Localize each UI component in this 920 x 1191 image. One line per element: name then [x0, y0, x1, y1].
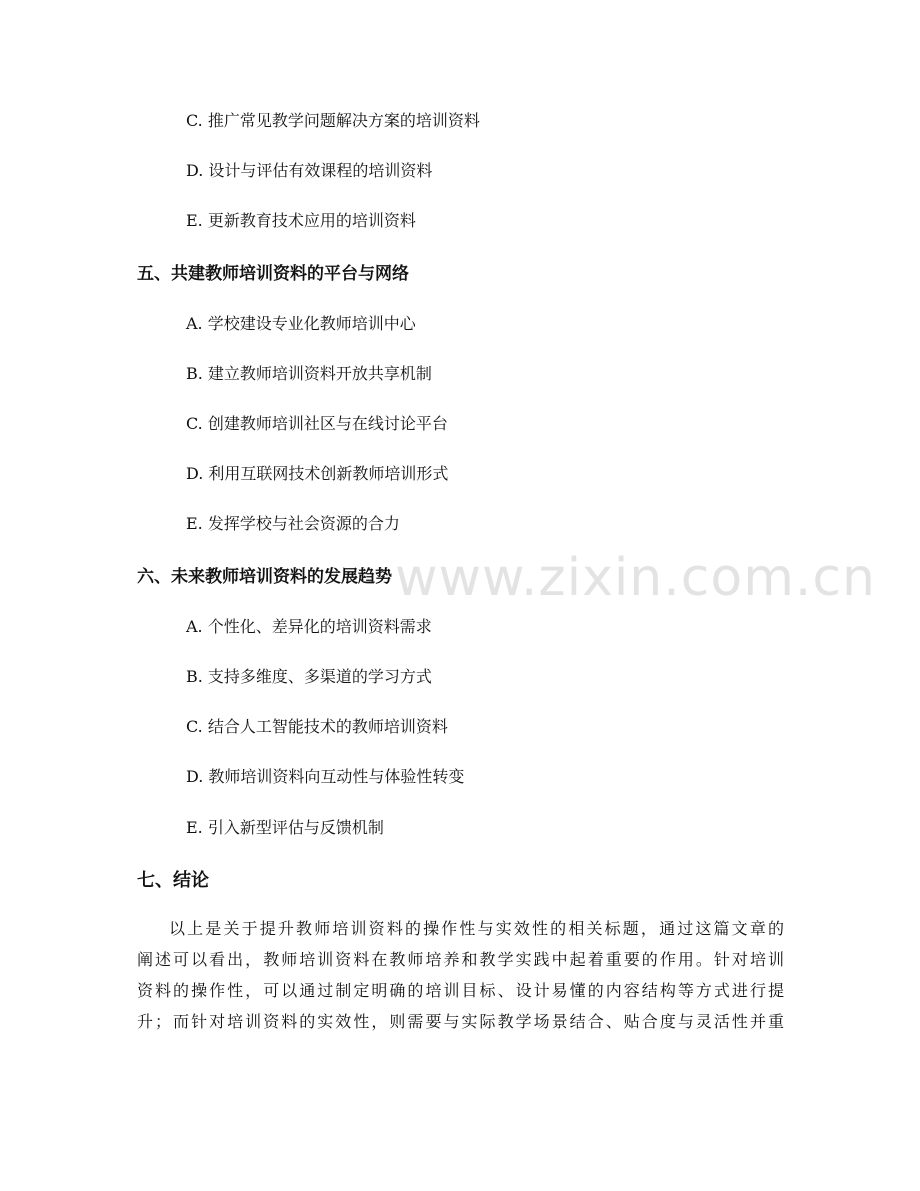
paragraph-line: 升；而针对培训资料的实效性，则需要与实际教学场景结合、贴合度与灵活性并重 [137, 1012, 784, 1031]
list-item: A. 学校建设专业化教师培训中心 [186, 314, 416, 333]
list-item: C. 推广常见教学问题解决方案的培训资料 [186, 111, 480, 130]
paragraph-line: 阐述可以看出，教师培训资料在教师培养和教学实践中起着重要的作用。针对培训 [137, 950, 784, 969]
list-item: E. 引入新型评估与反馈机制 [186, 818, 384, 837]
list-item: C. 创建教师培训社区与在线讨论平台 [186, 414, 448, 433]
paragraph-line: 资料的操作性，可以通过制定明确的培训目标、设计易懂的内容结构等方式进行提 [137, 981, 784, 1000]
list-item: A. 个性化、差异化的培训资料需求 [186, 617, 432, 636]
list-item: D. 设计与评估有效课程的培训资料 [186, 161, 433, 180]
list-item: B. 建立教师培训资料开放共享机制 [186, 364, 432, 383]
list-item: B. 支持多维度、多渠道的学习方式 [186, 667, 432, 686]
list-item: E. 更新教育技术应用的培训资料 [186, 211, 416, 230]
list-item: D. 利用互联网技术创新教师培训形式 [186, 464, 449, 483]
list-item: D. 教师培训资料向互动性与体验性转变 [186, 767, 465, 786]
section-heading: 五、共建教师培训资料的平台与网络 [137, 264, 409, 284]
section-heading: 六、未来教师培训资料的发展趋势 [137, 567, 392, 587]
paragraph-line: 以上是关于提升教师培训资料的操作性与实效性的相关标题，通过这篇文章的 [169, 919, 784, 938]
list-item: C. 结合人工智能技术的教师培训资料 [186, 717, 448, 736]
watermark: www.zixin.com.cn [395, 548, 876, 608]
list-item: E. 发挥学校与社会资源的合力 [186, 514, 400, 533]
section-heading: 七、结论 [137, 870, 209, 891]
